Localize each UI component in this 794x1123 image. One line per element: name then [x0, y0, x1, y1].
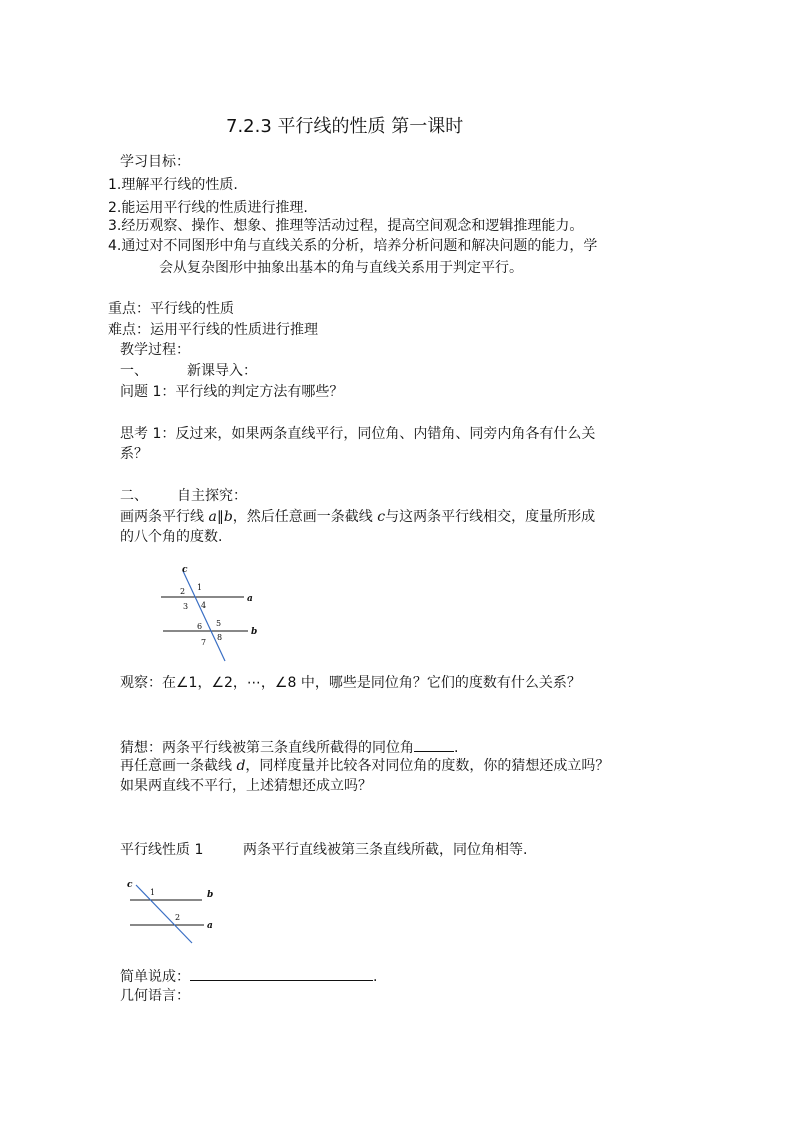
label-c: c [182, 565, 188, 575]
var-b: b [223, 509, 233, 525]
transversal-c [183, 571, 225, 661]
simple-end: . [373, 969, 378, 985]
parallel-lines-figure-1 [155, 563, 265, 663]
property-1-label: 平行线性质 1 [120, 842, 204, 858]
angle-1: 1 [197, 583, 203, 592]
difficulty: 难点：运用平行线的性质进行推理 [108, 322, 318, 338]
section1-number: 一、 [120, 363, 148, 379]
angle-2: 2 [175, 913, 181, 922]
simple-blank[interactable] [190, 968, 373, 981]
guess-label: 猜想：两条平行线被第三条直线所截得的同位角 [120, 740, 414, 756]
angle-8: 8 [217, 633, 223, 642]
label-b: b [207, 890, 214, 900]
angle-7: 7 [201, 638, 207, 647]
angle-1: 1 [150, 888, 156, 897]
guess-end: . [454, 740, 459, 756]
page-title: 7.2.3 平行线的性质 第一课时 [226, 116, 464, 137]
think-1-line1: 思考 1：反过来，如果两条直线平行，同位角、内错角、同旁内角各有什么关 [120, 426, 596, 442]
guess-blank[interactable] [414, 739, 454, 752]
var-c: c [377, 509, 386, 525]
var-d: d [236, 758, 246, 774]
angle-6: 6 [197, 622, 203, 631]
again-post: ，同样度量并比较各对同位角的度数，你的猜想还成立吗？ [245, 758, 610, 774]
objective-item: 2.能运用平行线的性质进行推理. [108, 200, 308, 216]
var-a: a [208, 509, 217, 525]
explore-task-line2: 的八个角的度数. [120, 529, 223, 545]
label-a: a [207, 921, 213, 931]
property-1-text: 两条平行直线被第三条直线所截，同位角相等. [243, 842, 528, 858]
section1-heading: 新课导入： [187, 363, 257, 379]
task-text: ，然后任意画一条截线 [232, 509, 378, 525]
angle-3: 3 [183, 602, 189, 611]
section2-number: 二、 [120, 488, 148, 504]
geometry-language: 几何语言： [120, 988, 190, 1004]
parallel-symbol: ∥ [216, 509, 224, 525]
angle-2: 2 [180, 587, 186, 596]
question-1: 问题 1：平行线的判定方法有哪些？ [120, 384, 344, 400]
simple-statement [120, 968, 377, 984]
label-a: a [247, 594, 253, 604]
label-c: c [127, 880, 133, 890]
label-b: b [251, 627, 258, 637]
angle-5: 5 [216, 619, 222, 628]
again-pre: 再任意画一条截线 [120, 758, 237, 774]
key-point: 重点：平行线的性质 [108, 301, 234, 317]
objective-item: 3.经历观察、操作、想象、推理等活动过程，提高空间观念和逻辑推理能力。 [108, 218, 584, 234]
task-text: 画两条平行线 [120, 509, 209, 525]
objective-item: 4.通过对不同图形中角与直线关系的分析，培养分析问题和解决问题的能力，学 [108, 238, 598, 254]
guess-text [120, 739, 458, 755]
process-heading: 教学过程： [120, 342, 190, 358]
parallel-lines-figure-2 [120, 877, 230, 947]
simple-label: 简单说成： [120, 969, 190, 985]
section2-heading: 自主探究： [177, 488, 247, 504]
objective-item: 1.理解平行线的性质. [108, 177, 238, 193]
transversal-c [136, 885, 192, 943]
objectives-heading: 学习目标： [120, 154, 190, 170]
angle-4: 4 [201, 601, 207, 610]
nonparallel-question: 如果两直线不平行，上述猜想还成立吗？ [120, 778, 372, 794]
again-text [120, 759, 609, 773]
task-text: 与这两条平行线相交，度量所形成 [385, 509, 596, 525]
observe-question: 观察：在∠1，∠2，⋯，∠8 中，哪些是同位角？它们的度数有什么关系？ [120, 675, 581, 691]
think-1-line2: 系？ [120, 446, 148, 462]
objective-item: 会从复杂图形中抽象出基本的角与直线关系用于判定平行。 [159, 260, 523, 276]
explore-task-line1 [120, 510, 595, 524]
